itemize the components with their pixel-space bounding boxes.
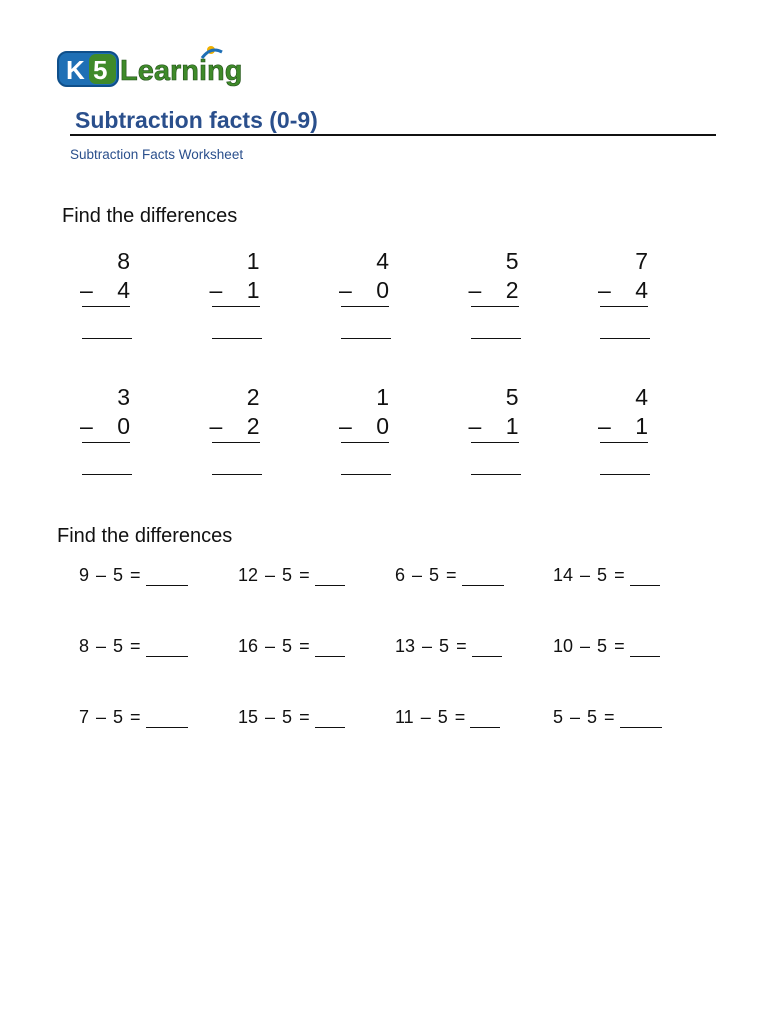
problem-rule <box>600 442 648 443</box>
minus-sign: – <box>339 277 352 303</box>
minus-sign: – <box>420 707 431 727</box>
minus-sign: – <box>598 413 611 439</box>
problem-rule <box>471 306 519 307</box>
equals-sign: = <box>604 707 615 727</box>
equals-sign: = <box>130 565 141 585</box>
minuend: 4 <box>635 384 648 410</box>
horizontal-problem <box>238 708 395 728</box>
operand-a: 13 <box>395 636 416 656</box>
operand-a: 16 <box>238 636 259 656</box>
subtrahend-row <box>206 277 260 304</box>
answer-blank[interactable] <box>341 474 391 475</box>
problem-rule <box>82 306 130 307</box>
minus-sign: – <box>468 277 482 303</box>
horizontal-problem <box>79 637 238 657</box>
operand-a: 6 <box>395 565 406 585</box>
minus-sign: – <box>80 277 93 303</box>
subtrahend-row <box>465 277 519 304</box>
title-divider <box>70 134 716 136</box>
vertical-problem <box>80 246 134 311</box>
operand-b: 5 <box>113 636 124 656</box>
subtrahend-row <box>76 277 130 304</box>
vertical-problem <box>210 382 264 447</box>
subtrahend-row <box>335 277 389 304</box>
answer-blank[interactable] <box>315 567 345 586</box>
horizontal-problem <box>79 566 238 586</box>
minus-sign: – <box>265 636 276 656</box>
equals-sign: = <box>454 707 466 727</box>
minus-sign: – <box>265 565 276 585</box>
page-title: Subtraction facts (0-9) <box>75 107 318 133</box>
horizontal-problem <box>395 637 553 657</box>
operand-a: 8 <box>79 636 90 656</box>
horizontal-problem <box>395 708 553 728</box>
subtrahend: 0 <box>117 413 130 439</box>
subtrahend: 2 <box>505 277 519 303</box>
answer-blank[interactable] <box>600 474 650 475</box>
operand-a: 12 <box>238 565 259 585</box>
minuend: 2 <box>246 384 260 410</box>
minus-sign: – <box>80 413 93 439</box>
section1-heading: Find the differences <box>62 205 238 227</box>
minuend: 5 <box>505 384 519 410</box>
minuend: 3 <box>117 384 130 410</box>
answer-blank[interactable] <box>471 474 521 475</box>
horizontal-problem <box>238 566 395 586</box>
operand-b: 5 <box>587 707 598 727</box>
operand-b: 5 <box>282 565 293 585</box>
subtrahend-row <box>335 413 389 440</box>
minus-sign: – <box>580 565 591 585</box>
answer-blank[interactable] <box>462 567 504 586</box>
minuend: 5 <box>505 248 519 274</box>
operand-b: 5 <box>429 565 440 585</box>
answer-blank[interactable] <box>146 567 188 586</box>
answer-blank[interactable] <box>212 338 262 339</box>
operand-a: 7 <box>79 707 90 727</box>
operand-b: 5 <box>597 636 608 656</box>
answer-blank[interactable] <box>471 338 521 339</box>
subtrahend: 4 <box>635 277 648 303</box>
horizontal-problems-grid <box>79 566 693 728</box>
vertical-problem <box>598 246 652 311</box>
answer-blank[interactable] <box>315 638 345 657</box>
answer-blank[interactable] <box>472 638 502 657</box>
problem-rule <box>600 306 648 307</box>
equals-sign: = <box>614 565 625 585</box>
problem-rule <box>341 306 389 307</box>
subtrahend: 1 <box>635 413 648 439</box>
minuend: 8 <box>117 248 130 274</box>
subtrahend-row <box>594 413 648 440</box>
operand-a: 10 <box>553 636 574 656</box>
answer-blank[interactable] <box>630 567 660 586</box>
minus-sign: – <box>580 636 591 656</box>
subtrahend-row <box>465 413 519 440</box>
horizontal-problem <box>553 637 693 657</box>
equals-sign: = <box>130 636 141 656</box>
operand-b: 5 <box>439 636 450 656</box>
equals-sign: = <box>299 636 310 656</box>
horizontal-problem <box>553 708 693 728</box>
subtrahend-row <box>76 413 130 440</box>
operand-b: 5 <box>282 707 293 727</box>
subtrahend: 4 <box>117 277 130 303</box>
minus-sign: – <box>96 565 107 585</box>
operand-b: 5 <box>113 707 124 727</box>
minuend: 7 <box>635 248 648 274</box>
k5-learning-logo <box>56 42 261 92</box>
subtrahend: 0 <box>376 413 389 439</box>
vertical-problem <box>469 382 523 447</box>
minus-sign: – <box>468 413 482 439</box>
operand-a: 11 <box>395 707 414 727</box>
answer-blank[interactable] <box>82 474 132 475</box>
vertical-problem <box>469 246 523 311</box>
minus-sign: – <box>96 636 107 656</box>
minus-sign: – <box>209 277 223 303</box>
operand-a: 14 <box>553 565 574 585</box>
svg-text:K: K <box>66 55 85 85</box>
equals-sign: = <box>614 636 625 656</box>
minus-sign: – <box>339 413 352 439</box>
equals-sign: = <box>130 707 141 727</box>
answer-blank[interactable] <box>620 709 662 728</box>
operand-b: 5 <box>113 565 124 585</box>
answer-blank[interactable] <box>600 338 650 339</box>
minuend: 1 <box>376 384 389 410</box>
operand-a: 9 <box>79 565 90 585</box>
problem-rule <box>212 306 260 307</box>
minus-sign: – <box>412 565 423 585</box>
answer-blank[interactable] <box>315 709 345 728</box>
horizontal-problem <box>238 637 395 657</box>
answer-blank[interactable] <box>341 338 391 339</box>
svg-text:5: 5 <box>93 55 108 85</box>
answer-blank[interactable] <box>146 709 188 728</box>
answer-blank[interactable] <box>212 474 262 475</box>
operand-b: 5 <box>282 636 293 656</box>
answer-blank[interactable] <box>146 638 188 657</box>
page-subtitle: Subtraction Facts Worksheet <box>70 147 244 162</box>
operand-b: 5 <box>597 565 608 585</box>
vertical-problem <box>339 382 393 447</box>
vertical-problem <box>339 246 393 311</box>
equals-sign: = <box>299 707 310 727</box>
vertical-problems-grid <box>80 246 652 447</box>
subtrahend: 1 <box>505 413 519 439</box>
horizontal-problem <box>395 566 553 586</box>
answer-blank[interactable] <box>82 338 132 339</box>
equals-sign: = <box>456 636 467 656</box>
subtrahend: 1 <box>246 277 260 303</box>
subtrahend: 0 <box>376 277 389 303</box>
minus-sign: – <box>422 636 433 656</box>
equals-sign: = <box>446 565 457 585</box>
vertical-problem <box>210 246 264 311</box>
minuend: 1 <box>246 248 260 274</box>
answer-blank[interactable] <box>630 638 660 657</box>
minus-sign: – <box>209 413 223 439</box>
minus-sign: – <box>570 707 581 727</box>
problem-rule <box>341 442 389 443</box>
horizontal-problem <box>553 566 693 586</box>
subtrahend-row <box>206 413 260 440</box>
operand-b: 5 <box>437 707 448 727</box>
section2-heading: Find the differences <box>57 525 233 547</box>
problem-rule <box>471 442 519 443</box>
subtrahend: 2 <box>246 413 260 439</box>
horizontal-problem <box>79 708 238 728</box>
operand-a: 5 <box>553 707 564 727</box>
answer-blank[interactable] <box>470 709 500 728</box>
minus-sign: – <box>265 707 276 727</box>
vertical-problem <box>598 382 652 447</box>
equals-sign: = <box>299 565 310 585</box>
vertical-problem <box>80 382 134 447</box>
subtrahend-row <box>594 277 648 304</box>
minus-sign: – <box>598 277 611 303</box>
problem-rule <box>212 442 260 443</box>
minus-sign: – <box>96 707 107 727</box>
operand-a: 15 <box>238 707 259 727</box>
problem-rule <box>82 442 130 443</box>
svg-text:Learning: Learning <box>120 55 243 87</box>
minuend: 4 <box>376 248 389 274</box>
